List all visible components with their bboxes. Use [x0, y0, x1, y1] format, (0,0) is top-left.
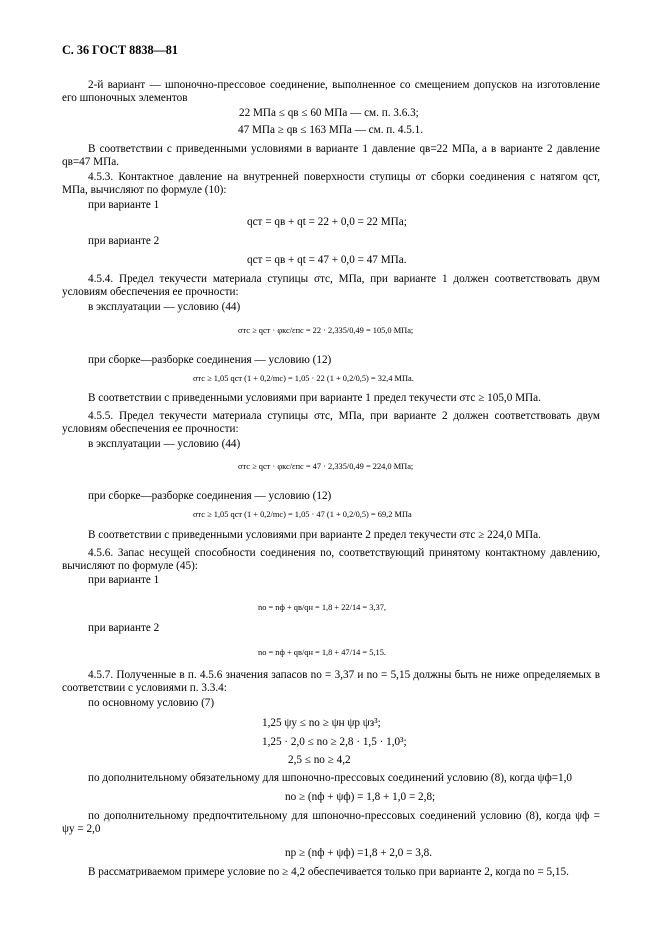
equation-main-3: 2,5 ≤ nо ≥ 4,2	[288, 754, 351, 766]
label-assembly-2: при сборке—разборке соединения — условию (12)	[88, 490, 332, 502]
equation-n-variant-1: nо = nф + qв/qн = 1,8 + 22/14 = 3,37,	[258, 603, 386, 612]
label-variant-2: при варианте 2	[88, 235, 160, 247]
paragraph-variant2: 2-й вариант — шпоночно-прессовое соединение, выполненное со смещением допусков на изготовление его шпоночных элементов	[62, 79, 600, 104]
label-additional-preferred: по дополнительному предпочтительному для шпоночно-прессовых соединений условию (8), когда ψф = ψу = 2,0	[62, 810, 600, 835]
equation-main-2: 1,25 · 2,0 ≤ nо ≥ 2,8 · 1,5 · 1,0³;	[262, 736, 407, 748]
equation-main-1: 1,25 ψу ≤ nо ≥ ψн ψр ψз³;	[262, 717, 381, 729]
equation-n-variant-2: nо = nф + qв/qн = 1,8 + 47/14 = 5,15.	[258, 648, 386, 657]
paragraph-4-5-5: 4.5.5. Предел текучести материала ступицы σтс, МПа, при варианте 2 должен соответствовать двум условиям обеспечения ее прочности:	[62, 410, 600, 435]
paragraph-4-5-3: 4.5.3. Контактное давление на внутренней поверхности ступицы от сборки соединения с натягом qст, МПа, вычисляют по формуле (10):	[62, 171, 600, 196]
label-additional-required: по дополнительному обязательному для шпоночно-прессовых соединений условию (8), когда ψф=1,0	[88, 772, 573, 784]
equation-additional-2: nр ≥ (nф + ψф) =1,8 + 2,0 = 3,8.	[285, 847, 433, 859]
label-exploitation-1: в эксплуатации — условию (44)	[88, 301, 241, 313]
paragraph-pressure: В соответствии с приведенными условиями в варианте 1 давление qв=22 МПа, а в варианте 2 давление qв=47 МПа.	[62, 143, 600, 168]
equation-assembly-2: σтс ≥ 1,05 qст (1 + 0,2/mc) = 1,05 · 47 (1 + 0,2/0,5) = 69,2 МПа	[193, 510, 412, 519]
equation-qst-variant-2: qст = qв + qt = 47 + 0,0 = 47 МПа.	[247, 254, 407, 266]
paragraph-4-5-6: 4.5.6. Запас несущей способности соединения nо, соответствующий принятому контактному давлению, вычисляют по формуле (45):	[62, 547, 600, 572]
label-assembly-1: при сборке—разборке соединения — условию (12)	[88, 354, 332, 366]
label-variant-1b: при варианте 1	[88, 574, 160, 586]
conclusion-variant-1: В соответствии с приведенными условиями при варианте 1 предел текучести σтс ≥ 105,0 МПа.	[88, 392, 541, 404]
paragraph-4-5-7: 4.5.7. Полученные в п. 4.5.6 значения запасов nо = 3,37 и nо = 5,15 должны быть не ниже определяемых в соответствии с условиями п. 3.3.4:	[62, 669, 600, 694]
equation-range-1: 22 МПа ≤ qв ≤ 60 МПа — см. п. 3.6.3;	[239, 107, 419, 119]
equation-additional-1: nо ≥ (nф + ψф) = 1,8 + 1,0 = 2,8;	[285, 791, 436, 803]
equation-range-2: 47 МПа ≥ qв ≤ 163 МПа — см. п. 4.5.1.	[238, 124, 424, 136]
equation-assembly-1: σтс ≥ 1,05 qст (1 + 0,2/mc) = 1,05 · 22 (1 + 0,2/0,5) = 32,4 МПа.	[193, 374, 414, 383]
equation-exploitation-2: σтс ≥ qст · φкс/εпс = 47 · 2,335/0,49 = 224,0 МПа;	[238, 462, 414, 471]
final-paragraph: В рассматриваемом примере условие nо ≥ 4,2 обеспечивается только при варианте 2, когда nо = 5,15.	[88, 866, 569, 878]
equation-qst-variant-1: qст = qв + qt = 22 + 0,0 = 22 МПа;	[247, 216, 407, 228]
label-variant-2b: при варианте 2	[88, 622, 160, 634]
label-variant-1: при варианте 1	[88, 199, 160, 211]
paragraph-4-5-4: 4.5.4. Предел текучести материала ступицы σтс, МПа, при варианте 1 должен соответствовать двум условиям обеспечения ее прочности:	[62, 273, 600, 298]
conclusion-variant-2: В соответствии с приведенными условиями при варианте 2 предел текучести σтс ≥ 224,0 МПа.	[88, 529, 541, 541]
equation-exploitation-1: σтс ≥ qст · φкс/εпс = 22 · 2,335/0,49 = 105,0 МПа;	[238, 326, 414, 335]
page-header: С. 36 ГОСТ 8838—81	[62, 43, 178, 57]
label-main-condition: по основному условию (7)	[88, 697, 215, 709]
label-exploitation-2: в эксплуатации — условию (44)	[88, 438, 241, 450]
